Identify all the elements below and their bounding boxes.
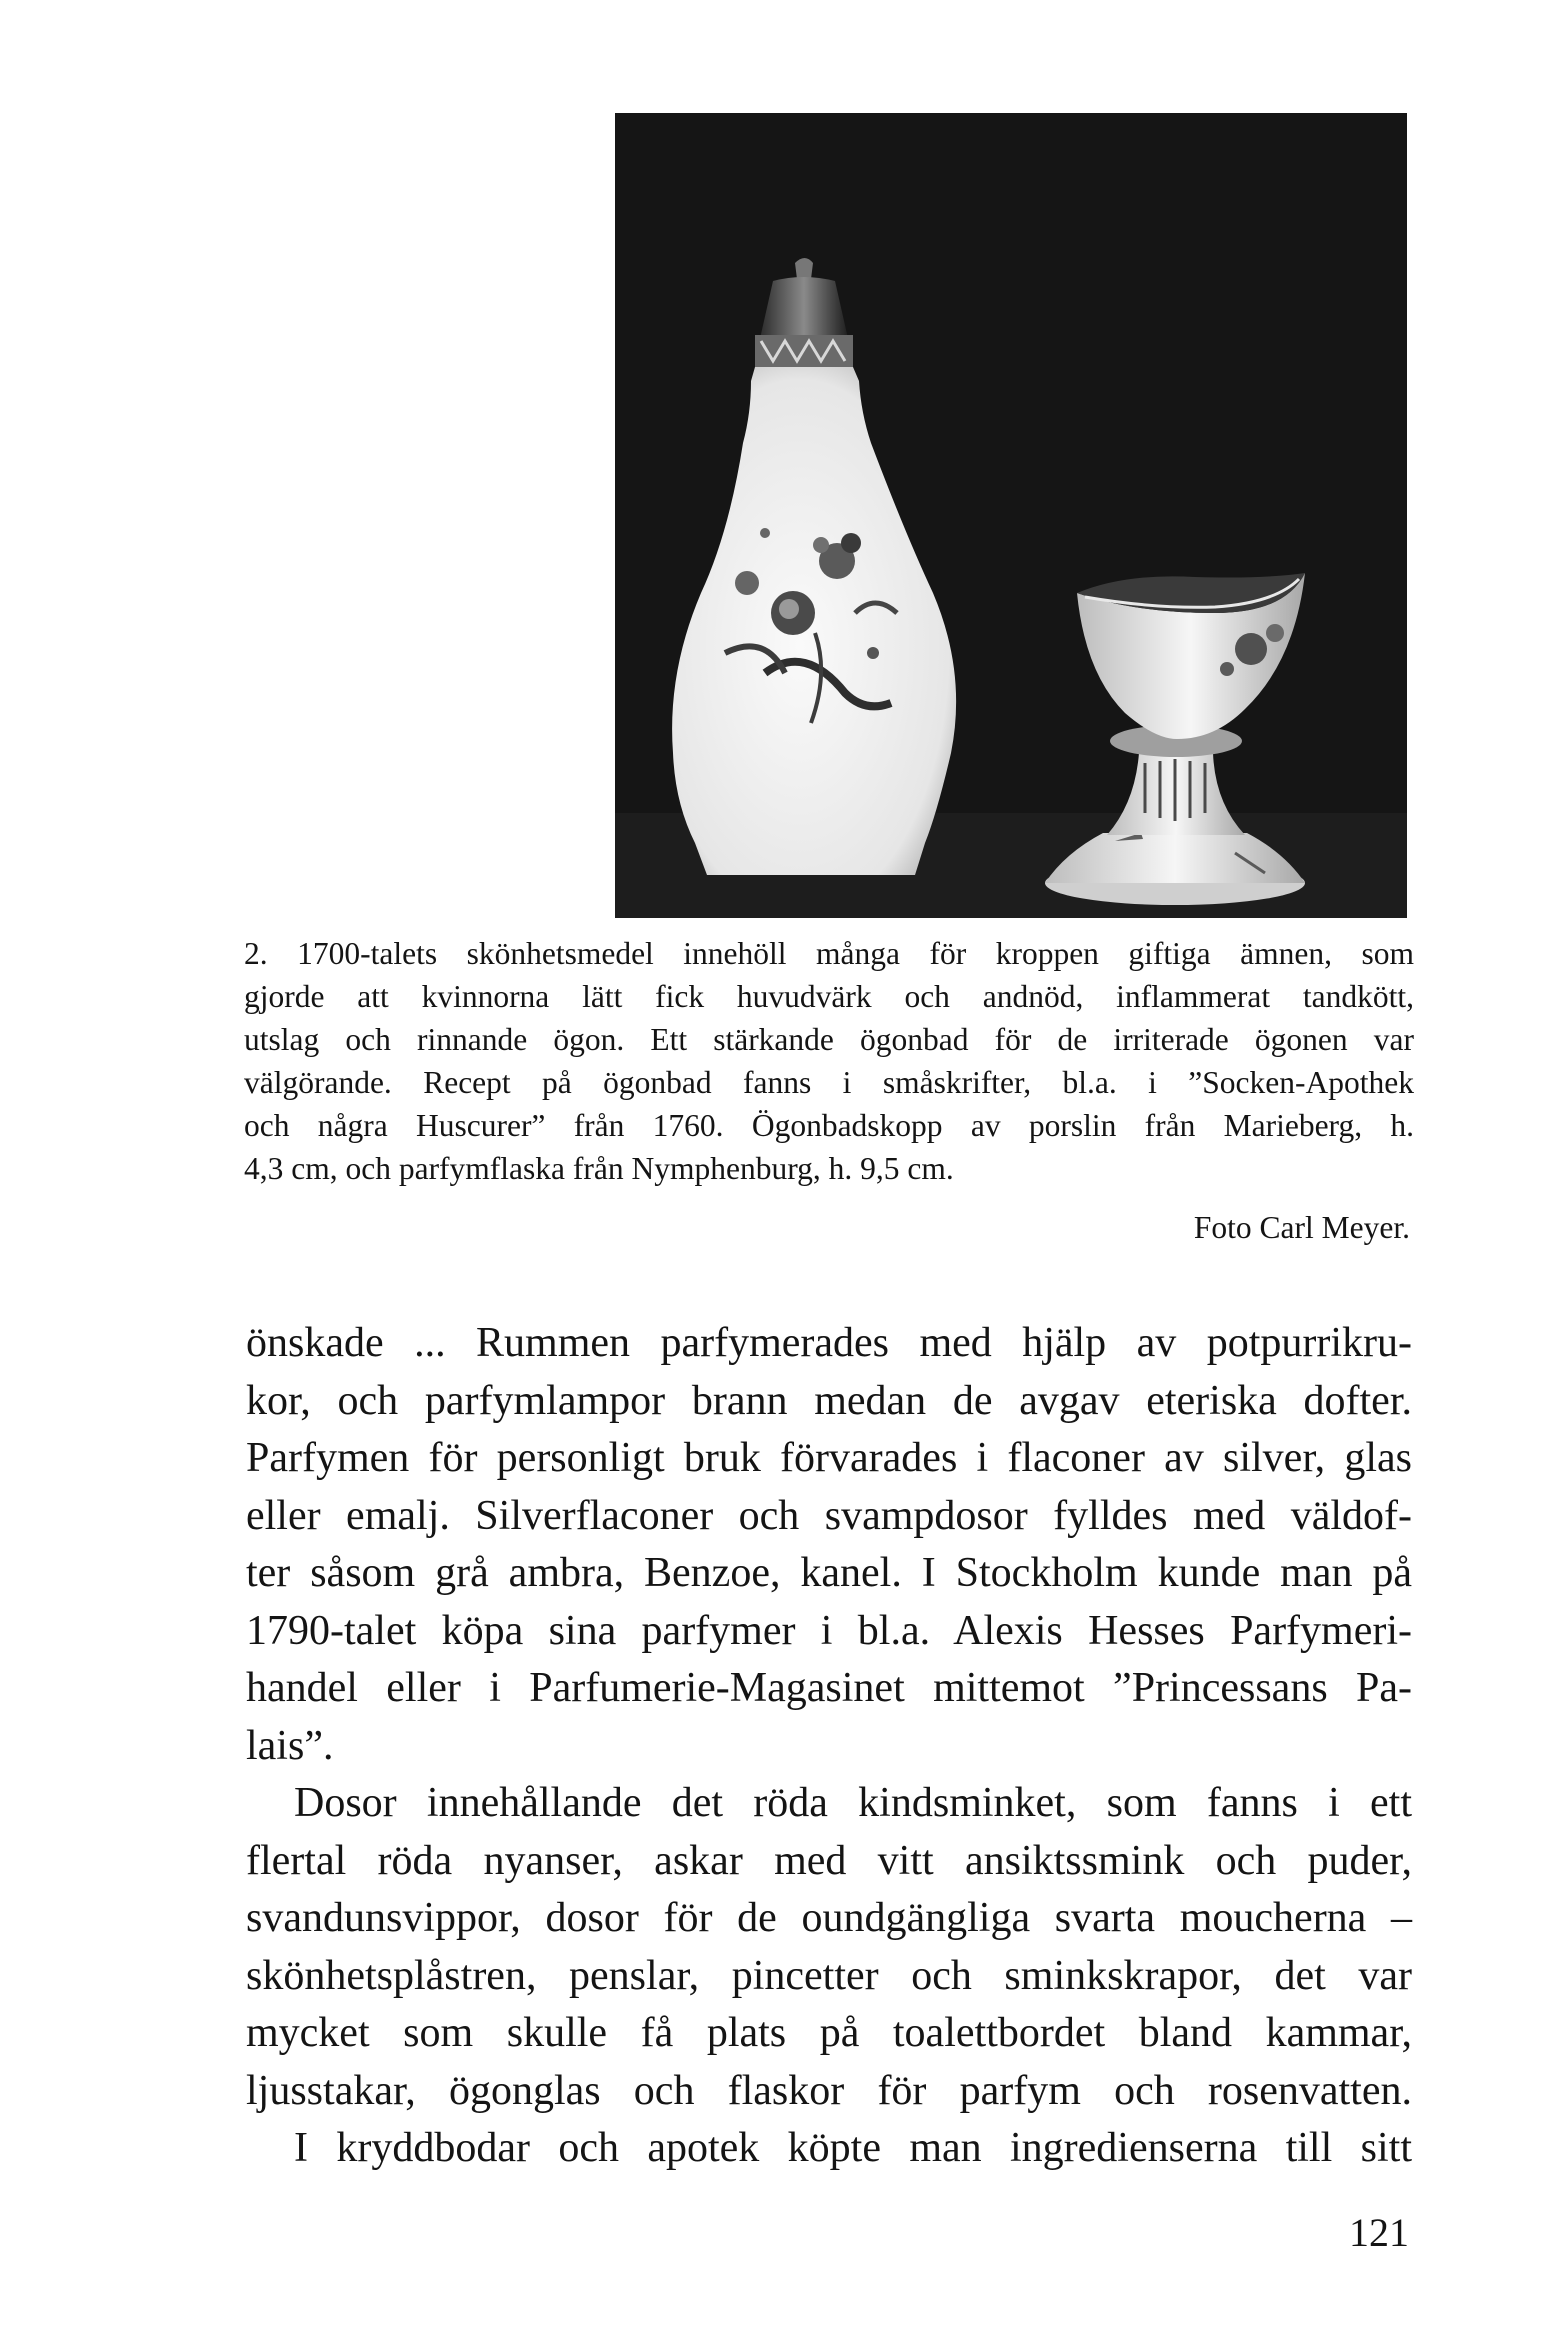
caption-line: och några Huscurer” från 1760. Ögonbadskopp av porslin från Marieberg, h.	[244, 1108, 1414, 1143]
body-line: skönhetsplåstren, penslar, pincetter och sminkskrapor, det var	[246, 1952, 1412, 1999]
body-line: Parfymen för personligt bruk förvarades i flaconer av silver, glas	[246, 1435, 1412, 1481]
body-line: kor, och parfymlampor brann medan de avgav eteriska dofter.	[246, 1377, 1412, 1424]
body-line: handel eller i Parfumerie-Magasinet mittemot ”Princessans Pa-	[246, 1665, 1412, 1711]
body-line: mycket som skulle få plats på toalettbordet bland kammar,	[246, 2010, 1412, 2056]
body-line: önskade ... Rummen parfymerades med hjälp av potpurrikru-	[246, 1320, 1412, 1366]
photo-credit: Foto Carl Meyer.	[1193, 1210, 1410, 1245]
page-number: 121	[1349, 2210, 1409, 2255]
figure-photograph	[615, 113, 1407, 918]
caption-line: 4,3 cm, och parfymflaska från Nymphenburg, h. 9,5 cm.	[244, 1151, 954, 1186]
caption-line: utslag och rinnande ögon. Ett stärkande ögonbad för de irriterade ögonen var	[244, 1022, 1414, 1057]
body-line: ter såsom grå ambra, Benzoe, kanel. I Stockholm kunde man på	[246, 1550, 1412, 1596]
body-text	[246, 1315, 1412, 2178]
body-line: 1790-talet köpa sina parfymer i bl.a. Alexis Hesses Parfymeri-	[246, 1607, 1412, 1654]
body-line: I kryddbodar och apotek köpte man ingredienserna till sitt	[294, 2125, 1412, 2171]
caption-line: 2. 1700-talets skönhetsmedel innehöll många för kroppen giftiga ämnen, som	[244, 936, 1414, 971]
body-line: svandunsvippor, dosor för de oundgängliga svarta moucherna –	[246, 1895, 1412, 1941]
body-line: lais”.	[246, 1722, 334, 1769]
body-line: flertal röda nyanser, askar med vitt ansiktssmink och puder,	[246, 1837, 1412, 1884]
caption-line: gjorde att kvinnorna lätt fick huvudvärk och andnöd, inflammerat tandkött,	[244, 979, 1414, 1014]
body-line: ljusstakar, ögonglas och flaskor för parfym och rosenvatten.	[246, 2067, 1412, 2114]
body-line: Dosor innehållande det röda kindsminket, som fanns i ett	[294, 1780, 1412, 1826]
body-line: eller emalj. Silverflaconer och svampdosor fylldes med väldof-	[246, 1492, 1412, 1539]
caption-line: välgörande. Recept på ögonbad fanns i småskrifter, bl.a. i ”Socken-Apothek	[244, 1065, 1414, 1100]
figure-caption	[244, 932, 1414, 1190]
